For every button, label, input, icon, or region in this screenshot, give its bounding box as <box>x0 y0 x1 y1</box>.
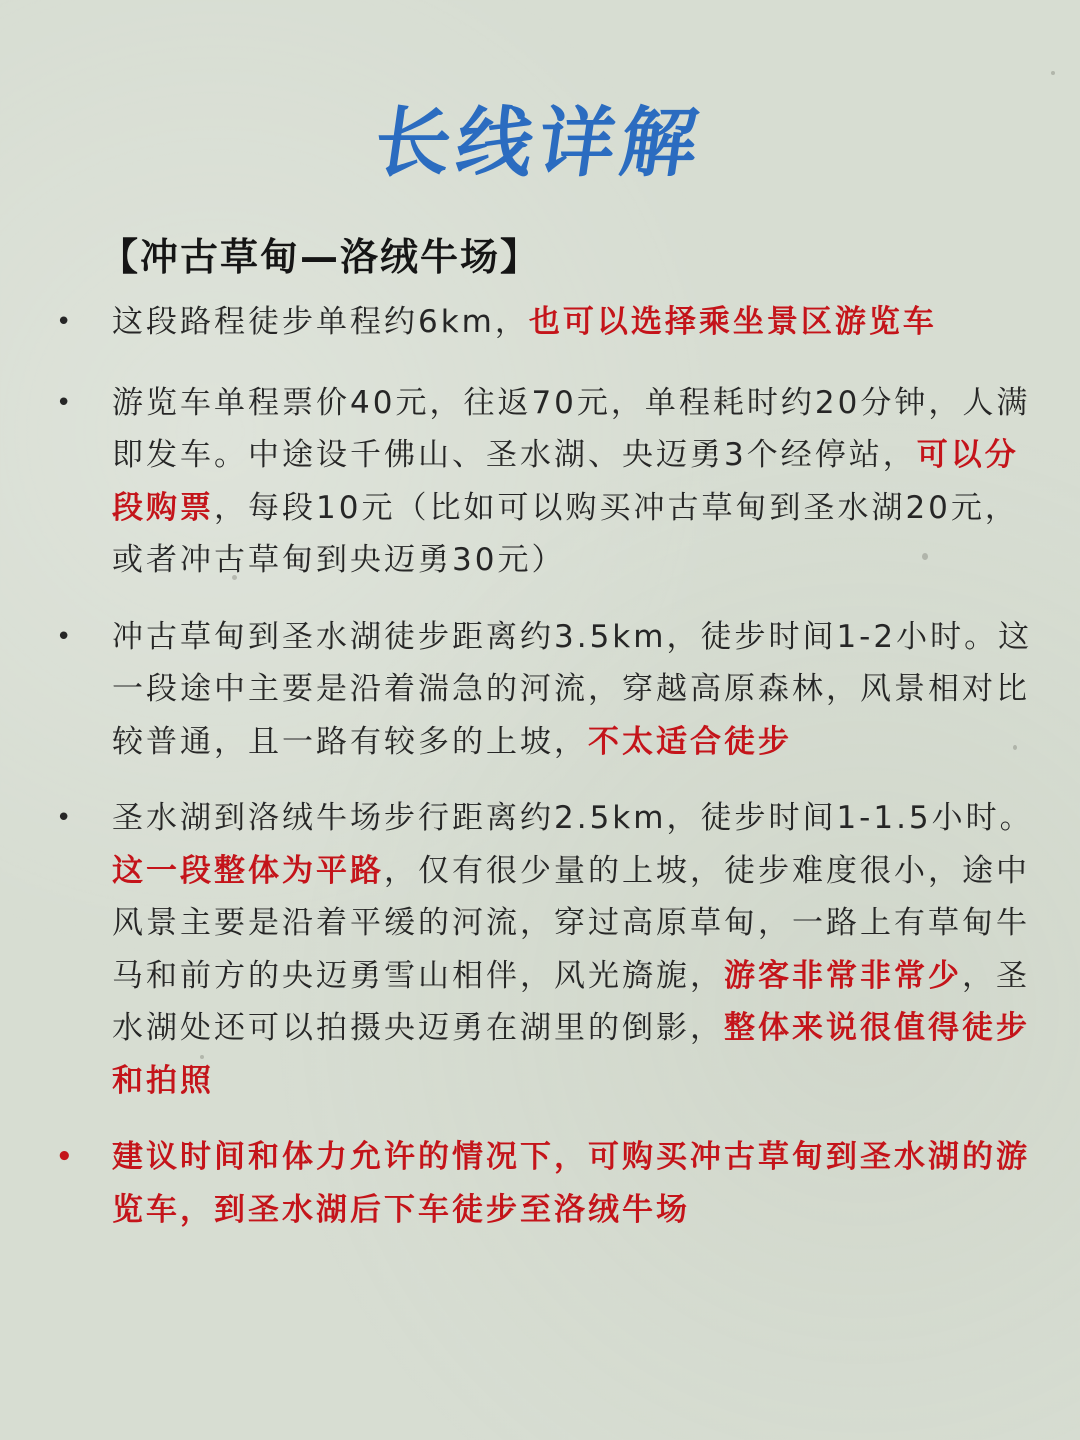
detail-list <box>56 296 1036 1260</box>
item-text: 冲古草甸到圣水湖徒步距离约3.5km，徒步时间1-2小时。这一段途中主要是沿着湍急的河流，穿越高原森林，风景相对比较普通，且一路有较多的上坡， <box>112 618 1033 760</box>
item-highlight: 这一段整体为平路 <box>112 852 384 889</box>
item-text: ，仅有很少量的上坡，徒步难度很小，途中风景主要是沿着平缓的河流，穿过高原草甸，一路上有草甸牛马和前方的央迈勇雪山相伴，风光旖旎， <box>112 852 1030 994</box>
item-text: 圣水湖到洛绒牛场步行距离约2.5km，徒步时间1-1.5小时。 <box>112 800 1034 836</box>
page-title: 长线详解 <box>368 98 710 187</box>
item-text: 这段路程徒步单程约6km， <box>112 304 529 340</box>
item-text: 游览车单程票价40元，往返70元，单程耗时约20分钟，人满即发车。中途设千佛山、圣水湖、央迈勇3个经停站， <box>112 384 1031 473</box>
bullet-icon: • <box>56 387 75 418</box>
item-highlight: 也可以选择乘坐景区游览车 <box>528 304 937 340</box>
item-highlight: 不太适合徒步 <box>588 723 792 760</box>
list-item <box>56 296 1036 349</box>
list-item <box>56 792 1036 1107</box>
paper-speck <box>1051 71 1055 75</box>
item-highlight: 建议时间和体力允许的情况下，可购买冲古草甸到圣水湖的游览车，到圣水湖后下车徒步至洛绒牛场 <box>112 1139 1030 1228</box>
item-highlight: 整体来说很值得徒步和拍照 <box>112 1010 1030 1099</box>
bullet-icon: • <box>56 803 75 833</box>
bullet-icon: • <box>56 307 75 337</box>
item-highlight: 可以分段购票 <box>112 437 1019 526</box>
list-item <box>56 611 1036 769</box>
list-item <box>56 377 1036 587</box>
bullet-icon: • <box>56 621 75 652</box>
item-text: ，圣水湖处还可以拍摄央迈勇在湖里的倒影， <box>112 957 1030 1046</box>
list-item-recommendation <box>56 1131 1036 1236</box>
item-highlight: 游客非常非常少 <box>724 957 962 994</box>
bullet-icon: • <box>56 1142 76 1172</box>
section-heading: 【冲古草甸—洛绒牛场】 <box>100 235 541 279</box>
item-text: ，每段10元（比如可以购买冲古草甸到圣水湖20元，或者冲古草甸到央迈勇30元） <box>112 489 1019 578</box>
